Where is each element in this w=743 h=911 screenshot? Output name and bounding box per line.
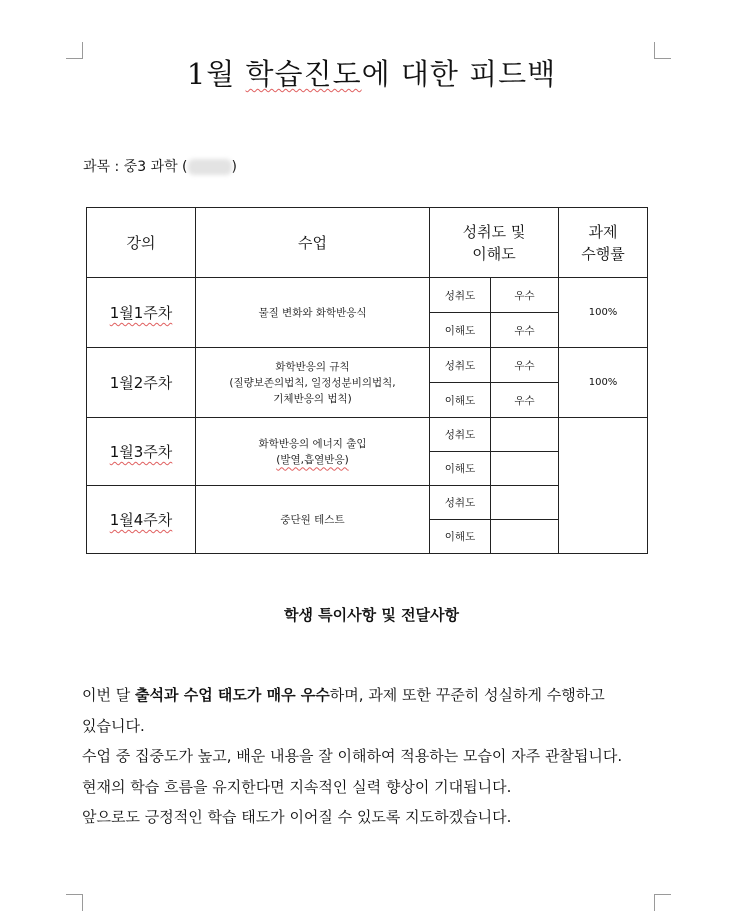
progress-table: [86, 207, 648, 554]
header-task-rate: [559, 208, 648, 278]
header-task-line1: 과제: [588, 222, 618, 241]
task-rate-value: 100%: [559, 348, 648, 418]
feedback-paragraph: 수업 중 집중도가 높고, 배운 내용을 잘 이해하여 적용하는 모습이 자주 관찰됩니다.: [82, 747, 623, 765]
header-achievement: [430, 208, 559, 278]
header-task-line2: 수행률: [581, 244, 625, 263]
redacted-name: [188, 159, 232, 175]
understanding-label: 이해도: [430, 452, 491, 486]
lesson-line: 중단원 테스트: [280, 513, 345, 526]
feedback-paragraph: 앞으로도 긍정적인 학습 태도가 이어질 수 있도록 지도하겠습니다.: [82, 808, 512, 826]
task-rate-value: [559, 418, 648, 554]
section-title: 학생 특이사항 및 전달사항: [283, 606, 460, 624]
lesson-cell: [196, 348, 430, 418]
understanding-value: 우수: [491, 383, 559, 418]
understanding-label: 이해도: [430, 313, 491, 348]
achievement-value: [491, 486, 559, 520]
subject-line: [83, 156, 237, 176]
header-achievement-line1: 성취도 및: [462, 222, 526, 241]
header-class: 수업: [196, 208, 430, 278]
header-lecture: 강의: [87, 208, 196, 278]
subject-suffix: ): [231, 159, 237, 175]
lesson-cell: [196, 278, 430, 348]
feedback-text: 이번 달: [82, 686, 136, 704]
lesson-line: (발열,흡열반응): [276, 453, 349, 466]
understanding-label: 이해도: [430, 520, 491, 554]
achievement-label: 성취도: [430, 486, 491, 520]
lesson-line: 물질 변화와 화학반응식: [258, 306, 367, 319]
table-row: [87, 418, 648, 452]
lesson-line: 화학반응의 에너지 출입: [258, 437, 367, 450]
week-label: 1월3주차: [109, 443, 173, 461]
feedback-paragraph: 현재의 학습 흐름을 유지한다면 지속적인 실력 향상이 기대됩니다.: [82, 777, 512, 796]
feedback-emphasis: 출석과 수업 태도가 매우 우수: [135, 686, 330, 704]
achievement-label: 성취도: [430, 348, 491, 383]
title-month: 1월: [186, 57, 246, 91]
lesson-line: 기체반응의 법칙): [273, 392, 352, 405]
page-corner-mark: [654, 894, 671, 911]
document-title: [0, 52, 743, 93]
subject-prefix: 과목 : 중3 과학 (: [83, 159, 188, 175]
week-cell: [87, 348, 196, 418]
table-row: [87, 278, 648, 313]
table-row: [87, 348, 648, 383]
understanding-value: 우수: [491, 313, 559, 348]
achievement-label: 성취도: [430, 278, 491, 313]
feedback-text: 하며, 과제 또한 꾸준히 성실하게 수행하고 있습니다.: [82, 686, 605, 735]
title-rest: 에 대한 피드백: [361, 57, 557, 91]
header-achievement-line2: 이해도: [472, 244, 516, 263]
achievement-value: [491, 418, 559, 452]
lesson-cell: [196, 418, 430, 486]
title-progress-word: 학습진도: [245, 57, 362, 91]
table-header-row: [87, 208, 648, 278]
week-label: 1월1주차: [109, 304, 173, 322]
understanding-value: [491, 520, 559, 554]
understanding-value: [491, 452, 559, 486]
lesson-cell: [196, 486, 430, 554]
lesson-line: (질량보존의법칙, 일정성분비의법칙,: [229, 376, 396, 389]
week-label: 1월4주차: [109, 511, 173, 529]
week-label: 1월2주차: [109, 374, 173, 392]
achievement-value: 우수: [491, 348, 559, 383]
achievement-value: 우수: [491, 278, 559, 313]
feedback-paragraph: [82, 680, 664, 741]
understanding-label: 이해도: [430, 383, 491, 418]
page-corner-mark: [66, 894, 83, 911]
task-rate-value: 100%: [559, 278, 648, 348]
feedback-body: [82, 680, 664, 833]
lesson-line: 화학반응의 규칙: [275, 360, 350, 373]
achievement-label: 성취도: [430, 418, 491, 452]
week-cell: [87, 418, 196, 486]
week-cell: [87, 486, 196, 554]
week-cell: [87, 278, 196, 348]
